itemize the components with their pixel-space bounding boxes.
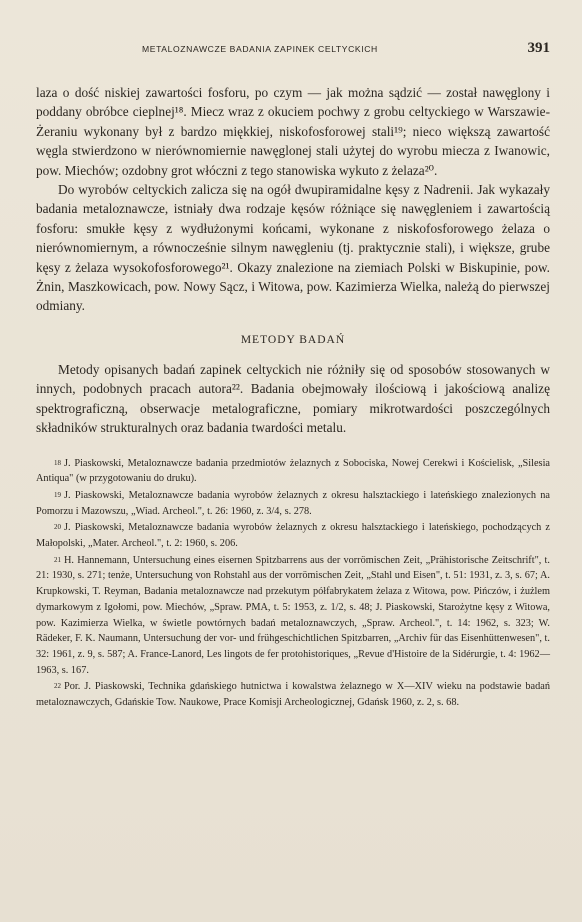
methods-paragraph: Metody opisanych badań zapinek celtyckich nie różniły się od sposobów stosowanych w innych, podobnych pracach autora²². Badania obejmowały ilościową i jakościową analizę spektrograficzną, obserwacje metalograficzne, pomiary mikrotwardości poszczególnych składników strukturalnych oraz badania twardości metalu. — [36, 361, 550, 436]
footnote-mark: 20 — [54, 523, 61, 532]
footnotes — [36, 456, 550, 711]
body-paragraph-1: laza o dość niskiej zawartości fosforu, po czym — jak można sądzić — został nawęglony i poddany obróbce cieplnej¹⁸. Miecz wraz z okuciem pochwy z grobu celtyckiego w Warszawie-Żeraniu wykonany był z bardzo miękkiej, niskofosforowej stali¹⁹; nieco większą zawartość węgla stwierdzono w nierównomiernie nawęglonej stali użytej do wyrobu miecza z Iwanowic, pow. Miechów; ozdobny grot włóczni z tego stanowiska wykuto z żelaza²⁰. — [36, 85, 550, 178]
footnote-mark: 18 — [54, 458, 61, 467]
footnote — [36, 456, 550, 487]
body-paragraph-2: Do wyrobów celtyckich zalicza się na ogół dwupiramidalne kęsy z Nadrenii. Jak wykazały badania metaloznawcze, istniały dwa rodzaje kęsów różniące się nawęgleniem i zawartością fosforu: smukłe kęsy z wydłużonymi końcami, wykonane z niskofosforowego żelaza o nierównomiernym, a równocześnie silnym nawęgleniu (tj. praktycznie stali), i większe, grube kęsy z żelaza wysokofosforowego²¹. Okazy znalezione na ziemiach Polski w Biskupinie, pow. Żnin, Maszkowicach, pow. Nowy Sącz, i Witowa, pow. Kazimierza Wielka, należą do pierwszej odmiany. — [36, 182, 550, 314]
footnote-text: J. Piaskowski, Metaloznawcze badania wyrobów żelaznych z okresu halsztackiego i lateńskiego, pochodzących z Małopolski, „Mater. Archeol.", t. 2: 1960, s. 206. — [36, 522, 550, 550]
footnote-mark: 22 — [54, 682, 61, 691]
footnote-text: H. Hannemann, Untersuchung eines eisernen Spitzbarrens aus der vorrömischen Zeit, „Prähistorische Zeitschrift", t. 21: 1930, s. 271; tenże, Untersuchung von Rohstahl aus der vorrömischen Zeit, „Stahl und Eisen", t. 51: 1931, z. 3, s. 67; A. Krupkowski, T. Reyman, Badania metaloznawcze nad przekutym półfabrykatem żelaza z Witowa, pow. Pińczów, i żużlem dymarkowym z Igołomi, pow. Miechów, „Spraw. PMA, t. 5: 1953, z. 1/2, s. 48; J. Piaskowski, Starożytne kęsy z Witowa, pow. Kazimierza Wielka, w świetle powtórnych badań metaloznawczych, „Spraw. Archeol.", t. 14: 1962, s. 323; W. Rädeker, F. K. Naumann, Untersuchung der vor- und frühgeschichtlichen Spitzbarren, „Archiv für das Eisenhüttenwesen", t. 32: 1961, z. 9, s. 587; A. France-Lanord, Les lingots de fer protohistoriques, „Revue d'Histoire de la Sidérurgie, t. 4: 1962—1963, s. 167. — [36, 554, 550, 676]
footnote-text: J. Piaskowski, Metaloznawcze badania przedmiotów żelaznych z Sobociska, Nowej Cerekwi i Kościelisk, „Silesia Antiqua" (w przygotowaniu do druku). — [36, 457, 550, 485]
section-heading: METODY BADAŃ — [240, 333, 346, 346]
footnote — [36, 520, 550, 551]
footnote-mark: 19 — [54, 490, 61, 499]
footnote — [36, 488, 550, 519]
running-head: METALOZNAWCZE BADANIA ZAPINEK CELTYCKICH — [142, 44, 378, 54]
footnote — [36, 553, 550, 679]
page-number: 391 — [527, 40, 550, 56]
page-header — [36, 40, 550, 57]
footnote-text: Por. J. Piaskowski, Technika gdańskiego hutnictwa i kowalstwa żelaznego w X—XIV wieku na podstawie badań metaloznawczych, Gdańskie Tow. Naukowe, Prace Komisji Archeologicznej, Gdańsk 1960, z. 2, s. 68. — [36, 681, 550, 709]
footnote-mark: 21 — [54, 555, 61, 564]
footnote — [36, 679, 550, 710]
footnote-text: J. Piaskowski, Metaloznawcze badania wyrobów żelaznych z okresu halsztackiego i lateńskiego znalezionych na Pomorzu i Mazowszu, „Wiad. Archeol.", t. 26: 1960, z. 3/4, s. 278. — [36, 489, 550, 517]
